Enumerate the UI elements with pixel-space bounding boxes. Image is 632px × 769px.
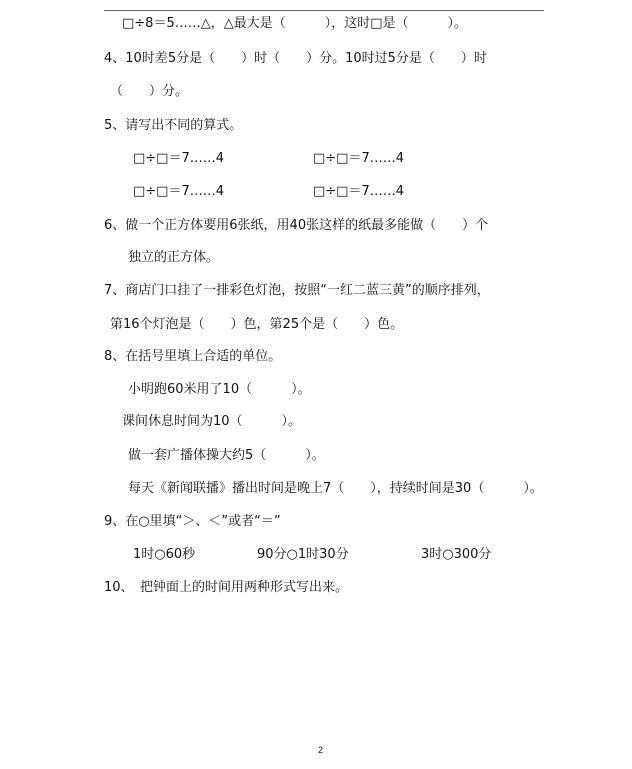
question-6-line-1: 6、做一个正方体要用6张纸，用40张这样的纸最多能做（ ）个 <box>104 218 489 233</box>
page-number: 2 <box>318 745 324 755</box>
question-7-line-2: 第16个灯泡是（ ）色，第25个是（ ）色。 <box>110 317 404 332</box>
question-8-item-2: 课间休息时间为10（ ）。 <box>122 414 302 429</box>
header-rule <box>104 10 544 11</box>
question-5-formula-4: □÷□＝7……4 <box>313 184 405 199</box>
question-5-formula-2: □÷□＝7……4 <box>313 151 405 166</box>
question-10-line: 10、 把钟面上的时间用两种形式写出来。 <box>104 580 349 595</box>
question-8-item-4: 每天《新闻联播》播出时间是晚上7（ ），持续时间是30（ ）。 <box>128 481 543 496</box>
question-5-formula-1: □÷□＝7……4 <box>133 151 225 166</box>
question-8-item-3: 做一套广播体操大约5（ ）。 <box>128 448 325 463</box>
question-5-formula-3: □÷□＝7……4 <box>133 184 225 199</box>
question-9-comparison-1: 1时○60秒 <box>133 547 196 562</box>
question-9-comparison-2: 90分○1时30分 <box>257 547 349 562</box>
question-6-line-2: 独立的正方体。 <box>128 250 220 265</box>
question-8-item-1: 小明跑60米用了10（ ）。 <box>128 382 311 397</box>
question-4-line-1: 4、10时差5分是（ ）时（ ）分。10时过5分是（ ）时 <box>104 51 487 66</box>
question-4-line-2: （ ）分。 <box>110 84 189 99</box>
question-8-heading: 8、在括号里填上合适的单位。 <box>104 349 282 364</box>
q3-continuation-line: □÷8＝5……△，△最大是（ ），这时□是（ ）。 <box>122 16 467 31</box>
question-9-heading: 9、在○里填“＞、＜”或者“＝” <box>104 514 281 529</box>
question-9-comparison-3: 3时○300分 <box>421 547 492 562</box>
question-5-heading: 5、请写出不同的算式。 <box>104 118 243 133</box>
question-7-line-1: 7、商店门口挂了一排彩色灯泡，按照“一红二蓝三黄”的顺序排列， <box>104 283 490 298</box>
